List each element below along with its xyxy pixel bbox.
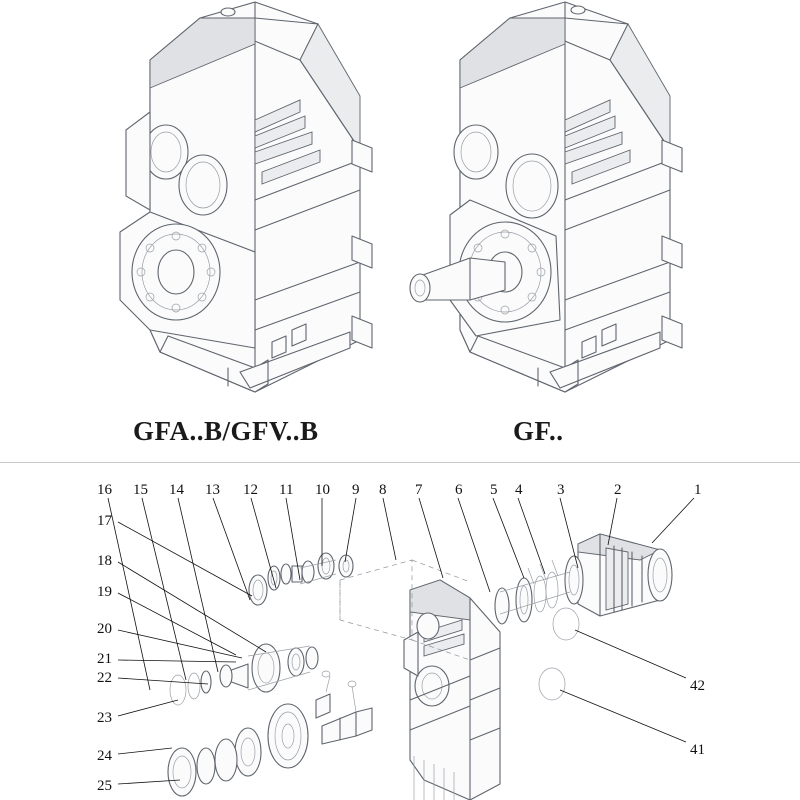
callout-number-7: 7 — [415, 482, 423, 498]
callout-number-8: 8 — [379, 482, 387, 498]
callout-number-13: 13 — [205, 482, 220, 498]
callout-number-22: 22 — [97, 670, 112, 686]
callout-number-21: 21 — [97, 651, 112, 667]
callout-number-1: 1 — [694, 482, 702, 498]
callout-number-6: 6 — [455, 482, 463, 498]
callout-number-42: 42 — [690, 678, 705, 694]
callout-number-18: 18 — [97, 553, 112, 569]
callout-number-12: 12 — [243, 482, 258, 498]
callout-number-24: 24 — [97, 748, 112, 764]
callout-number-17: 17 — [97, 513, 112, 529]
callout-number-14: 14 — [169, 482, 184, 498]
callout-number-4: 4 — [515, 482, 523, 498]
callout-number-2: 2 — [614, 482, 622, 498]
callout-number-23: 23 — [97, 710, 112, 726]
callout-number-10: 10 — [315, 482, 330, 498]
callout-number-3: 3 — [557, 482, 565, 498]
caption-left: GFA..B/GFV..B — [133, 416, 319, 446]
callout-number-41: 41 — [690, 742, 705, 758]
callout-number-16: 16 — [97, 482, 112, 498]
callout-number-25: 25 — [97, 778, 112, 794]
callout-number-5: 5 — [490, 482, 498, 498]
callout-number-19: 19 — [97, 584, 112, 600]
callout-number-15: 15 — [133, 482, 148, 498]
callout-number-11: 11 — [279, 482, 294, 498]
callout-number-20: 20 — [97, 621, 112, 637]
caption-right: GF.. — [513, 416, 564, 446]
callout-number-9: 9 — [352, 482, 360, 498]
